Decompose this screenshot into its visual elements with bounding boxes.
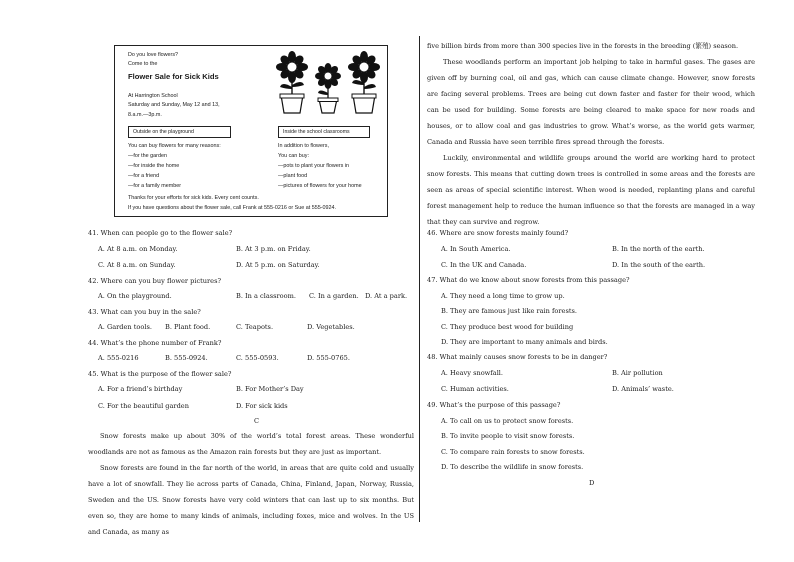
outside-item: —for a family member <box>128 183 182 189</box>
option-42-d[interactable]: D. At a park. <box>365 292 408 300</box>
option-49-d[interactable]: D. To describe the wildlife in snow forests. <box>441 463 584 471</box>
question-42: 42. Where can you buy flower pictures? <box>88 277 222 285</box>
option-47-b[interactable]: B. They are famous just like rain forests. <box>441 307 577 315</box>
option-48-a[interactable]: A. Heavy snowfall. <box>441 369 504 377</box>
option-48-c[interactable]: C. Human activities. <box>441 385 509 393</box>
flyer-school: At Harrington School <box>128 93 178 99</box>
outside-item: —for the garden <box>128 153 167 159</box>
option-46-b[interactable]: B. In the north of the earth. <box>612 245 705 253</box>
option-43-a[interactable]: A. Garden tools. <box>98 323 152 331</box>
flower-pots-illustration <box>272 49 384 117</box>
flower-pot-icon <box>315 63 341 113</box>
inside-intro: In addition to flowers, <box>278 143 329 149</box>
option-41-d[interactable]: D. At 5 p.m. on Saturday. <box>236 261 320 269</box>
outside-intro: You can buy flowers for many reasons: <box>128 143 221 149</box>
option-43-d[interactable]: D. Vegetables. <box>307 323 355 331</box>
question-45: 45. What is the purpose of the flower sale? <box>88 370 232 378</box>
passage-paragraph: Snow forests make up about 30% of the world’s total forest areas. These wonderful woodlands are not as famous as the Amazon rain forests but they are just as important. <box>88 432 414 456</box>
section-heading-d: D <box>589 479 595 487</box>
flyer-time: 8.a.m.—3p.m. <box>128 112 162 118</box>
option-44-a[interactable]: A. 555-0216 <box>98 354 139 362</box>
option-46-a[interactable]: A. In South America. <box>441 245 511 253</box>
inside-item: —pots to plant your flowers in <box>278 163 350 169</box>
outside-item: —for inside the home <box>128 163 180 169</box>
outside-label: Outside on the playground <box>128 126 231 138</box>
inside-item: —plant food <box>278 173 308 179</box>
question-44: 44. What’s the phone number of Frank? <box>88 339 222 347</box>
inside-label: Inside the school classrooms <box>278 126 370 138</box>
flyer-thanks: Thanks for your efforts for sick kids. Every cent counts. <box>128 195 259 201</box>
option-41-b[interactable]: B. At 3 p.m. on Friday. <box>236 245 311 253</box>
option-45-c[interactable]: C. For the beautiful garden <box>98 402 189 410</box>
question-47: 47. What do we know about snow forests from this passage? <box>427 276 630 284</box>
section-heading-c: C <box>254 417 260 425</box>
option-44-c[interactable]: C. 555-0593. <box>236 354 279 362</box>
question-49: 49. What’s the purpose of this passage? <box>427 401 561 409</box>
passage-right <box>427 38 755 230</box>
inside-item: —pictures of flowers for your home <box>278 183 362 189</box>
question-43: 43. What can you buy in the sale? <box>88 308 201 316</box>
option-41-a[interactable]: A. At 8 a.m. on Monday. <box>98 245 178 253</box>
passage-paragraph: These woodlands perform an important job helping to take in harmful gases. The gases are given off by burning coal, oil and gas, which can cause climate change. However, snow forests are facing several problems. Trees are being cut down faster and faster for their wood, which can be used for building. Some forests are being cleared to make space for new roads and houses, or to allow coal and gas industries to grow. What’s worse, as the world gets warmer, Canada and Russia have seen terrible fires spread through the forests. <box>427 58 755 146</box>
column-divider <box>419 36 420 522</box>
option-44-d[interactable]: D. 555-0765. <box>307 354 350 362</box>
flyer-line1: Do you love flowers? <box>128 52 179 58</box>
passage-paragraph: Luckily, environmental and wildlife groups around the world are working hard to protect snow forests. This means that cutting down trees is controlled in some areas and the forests are seen as areas of special scientific interest. When wood is needed, replanting plans and careful forest management help to reduce the human influence so that the forests are managed in a way that they can survive and regrow. <box>427 154 755 226</box>
option-42-b[interactable]: B. In a classroom. <box>236 292 296 300</box>
flower-pot-icon <box>276 51 308 113</box>
option-45-a[interactable]: A. For a friend’s birthday <box>98 385 183 393</box>
option-46-d[interactable]: D. In the south of the earth. <box>612 261 706 269</box>
option-42-a[interactable]: A. On the playground. <box>98 292 172 300</box>
option-49-a[interactable]: A. To call on us to protect snow forests. <box>441 417 574 425</box>
option-47-d[interactable]: D. They are important to many animals and birds. <box>441 338 608 346</box>
option-44-b[interactable]: B. 555-0924. <box>165 354 208 362</box>
option-43-b[interactable]: B. Plant food. <box>165 323 211 331</box>
option-45-b[interactable]: B. For Mother’s Day <box>236 385 304 393</box>
option-42-c[interactable]: C. In a garden. <box>309 292 359 300</box>
option-45-d[interactable]: D. For sick kids <box>236 402 288 410</box>
flyer-contact: If you have questions about the flower sale, call Frank at 555-0216 or Sue at 555-0924. <box>128 205 336 211</box>
passage-left <box>88 428 414 540</box>
passage-paragraph: Snow forests are found in the far north of the world, in areas that are quite cold and usually have a lot of snowfall. They lie across parts of Canada, China, Finland, Japan, Norway, Russia, Sweden and the US. Snow forests have very cold winters that can last up to six months. But even so, they are home to many kinds of animals, including foxes, mice and wolves. In the US and Canada, as many as <box>88 464 414 536</box>
option-47-c[interactable]: C. They produce best wood for building <box>441 323 574 331</box>
option-41-c[interactable]: C. At 8 a.m. on Sunday. <box>98 261 176 269</box>
inside-intro: You can buy: <box>278 153 309 159</box>
option-46-c[interactable]: C. In the UK and Canada. <box>441 261 527 269</box>
option-43-c[interactable]: C. Teapots. <box>236 323 274 331</box>
option-47-a[interactable]: A. They need a long time to grow up. <box>441 292 565 300</box>
option-48-d[interactable]: D. Animals’ waste. <box>612 385 674 393</box>
question-48: 48. What mainly causes snow forests to be in danger? <box>427 353 608 361</box>
option-49-c[interactable]: C. To compare rain forests to snow forests. <box>441 448 585 456</box>
question-41: 41. When can people go to the flower sale? <box>88 229 233 237</box>
flyer-title: Flower Sale for Sick Kids <box>128 72 219 81</box>
flower-pot-icon <box>348 51 380 113</box>
passage-paragraph: five billion birds from more than 300 species live in the forests in the breeding (繁殖) season. <box>427 42 739 50</box>
flyer-dates: Saturday and Sunday, May 12 and 13, <box>128 102 220 108</box>
option-48-b[interactable]: B. Air pollution <box>612 369 663 377</box>
question-46: 46. Where are snow forests mainly found? <box>427 229 569 237</box>
flyer-line2: Come to the <box>128 61 158 67</box>
option-49-b[interactable]: B. To invite people to visit snow forests. <box>441 432 575 440</box>
flower-sale-flyer <box>114 45 388 217</box>
outside-item: —for a friend <box>128 173 160 179</box>
